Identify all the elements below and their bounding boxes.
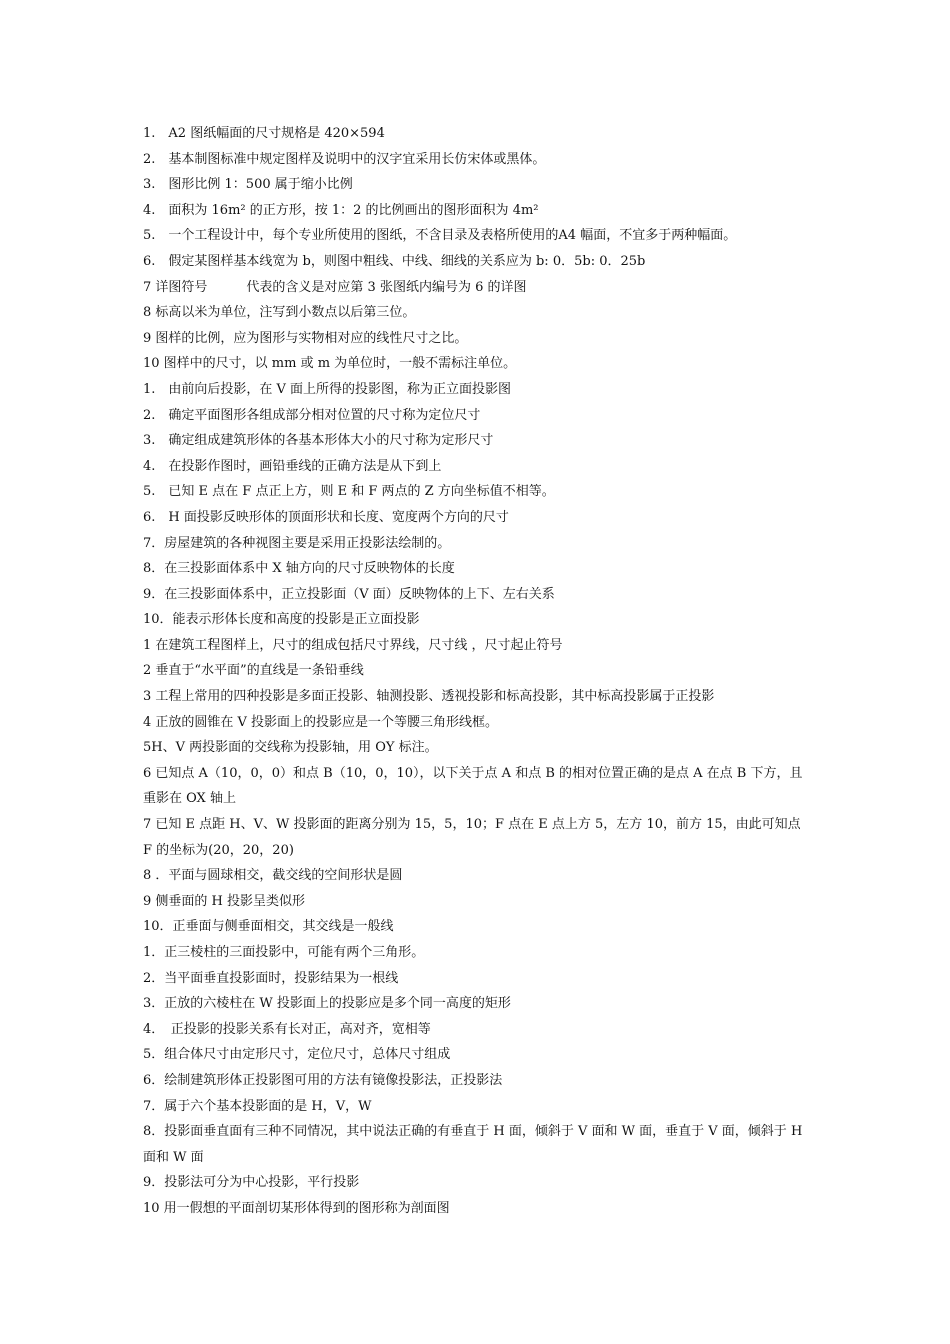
text-line: 2. 基本制图标准中规定图样及说明中的汉字宜采用长仿宋体或黑体。 [143, 151, 546, 167]
text-line: 4. 面积为 16m² 的正方形，按 1：2 的比例画出的图形面积为 4m² [143, 202, 539, 218]
text-line: 1. 由前向后投影，在 V 面上所得的投影图，称为正立面投影图 [143, 381, 512, 397]
text-line: 4. 在投影作图时，画铅垂线的正确方法是从下到上 [143, 458, 442, 474]
text-paragraph: 6 已知点 A（10，0，0）和点 B（10，0，10），以下关于点 A 和点 B 的相对位置正确的是点 A 在点 B 下方，且重影在 OX 轴上 [143, 765, 803, 807]
text-line: 9 侧垂面的 H 投影呈类似形 [143, 893, 306, 909]
text-line: 6. H 面投影反映形体的顶面形状和长度、宽度两个方向的尺寸 [143, 509, 509, 525]
text-line: 5. 一个工程设计中，每个专业所使用的图纸，不含目录及表格所使用的A4 幅面，不宜多于两种幅面。 [143, 228, 737, 244]
text-line: 3. 图形比例 1：500 属于缩小比例 [143, 177, 353, 193]
text-line: 10．能表示形体长度和高度的投影是正立面投影 [143, 612, 420, 628]
document-page [143, 121, 813, 1222]
text-line: 1．正三棱柱的三面投影中，可能有两个三角形。 [143, 945, 425, 960]
text-line: 10 图样中的尺寸，以 mm 或 m 为单位时，一般不需标注单位。 [143, 356, 517, 372]
text-line: 5H、V 两投影面的交线称为投影轴，用 OY 标注。 [143, 740, 438, 756]
text-line: 5．组合体尺寸由定形尺寸，定位尺寸，总体尺寸组成 [143, 1047, 451, 1063]
text-line: 2. 确定平面图形各组成部分相对位置的尺寸称为定位尺寸 [143, 407, 481, 423]
text-line: 1 在建筑工程图样上，尺寸的组成包括尺寸界线，尺寸线 ，尺寸起止符号 [143, 637, 563, 653]
text-line: 7．属于六个基本投影面的是 H，V，W [143, 1098, 372, 1114]
text-line: 3. 确定组成建筑形体的各基本形体大小的尺寸称为定形尺寸 [143, 433, 494, 449]
text-line: 9 图样的比例，应为图形与实物相对应的线性尺寸之比。 [143, 330, 468, 346]
text-line: 9．在三投影面体系中，正立投影面（V 面）反映物体的上下、左右关系 [143, 586, 555, 602]
text-paragraph: 8．投影面垂直面有三种不同情况，其中说法正确的有垂直于 H 面，倾斜于 V 面和 W 面，垂直于 V 面，倾斜于 H 面和 W 面 [143, 1124, 803, 1165]
text-line: 4 正放的圆锥在 V 投影面上的投影应是一个等腰三角形线框。 [143, 714, 499, 730]
text-line: 8 ．平面与圆球相交，截交线的空间形状是圆 [143, 868, 403, 884]
text-line: 6. 假定某图样基本线宽为 b，则图中粗线、中线、细线的关系应为 b: 0．5b: 0．25b [143, 253, 646, 269]
text-line: 5. 已知 E 点在 F 点正上方，则 E 和 F 两点的 Z 方向坐标值不相等。 [143, 484, 555, 500]
text-line: 8．在三投影面体系中 X 轴方向的尺寸反映物体的长度 [143, 561, 455, 577]
text-line: 10．正垂面与侧垂面相交，其交线是一般线 [143, 919, 394, 935]
text-line: 7 详图符号 代表的含义是对应第 3 张图纸内编号为 6 的详图 [143, 279, 527, 295]
text-line: 7．房屋建筑的各种视图主要是采用正投影法绘制的。 [143, 535, 451, 551]
text-line: 2．当平面垂直投影面时，投影结果为一根线 [143, 970, 399, 986]
text-line: 10 用一假想的平面剖切某形体得到的图形称为剖面图 [143, 1200, 450, 1216]
text-line: 4． 正投影的投影关系有长对正，高对齐，宽相等 [143, 1021, 431, 1037]
text-line: 3 工程上常用的四种投影是多面正投影、轴测投影、透视投影和标高投影，其中标高投影属于正投影 [143, 689, 715, 705]
text-line: 6．绘制建筑形体正投影图可用的方法有镜像投影法，正投影法 [143, 1072, 503, 1088]
text-line: 2 垂直于“水平面”的直线是一条铅垂线 [143, 663, 364, 679]
text-line: 3．正放的六棱柱在 W 投影面上的投影应是多个同一高度的矩形 [143, 996, 511, 1012]
text-line: 9．投影法可分为中心投影，平行投影 [143, 1175, 360, 1191]
text-paragraph: 7 已知 E 点距 H、V、W 投影面的距离分别为 15，5，10；F 点在 E 点上方 5，左方 10，前方 15，由此可知点 F 的坐标为(20，20，20) [143, 817, 801, 858]
text-line: 8 标高以米为单位，注写到小数点以后第三位。 [143, 305, 416, 321]
text-line: 1. A2 图纸幅面的尺寸规格是 420×594 [143, 126, 385, 141]
